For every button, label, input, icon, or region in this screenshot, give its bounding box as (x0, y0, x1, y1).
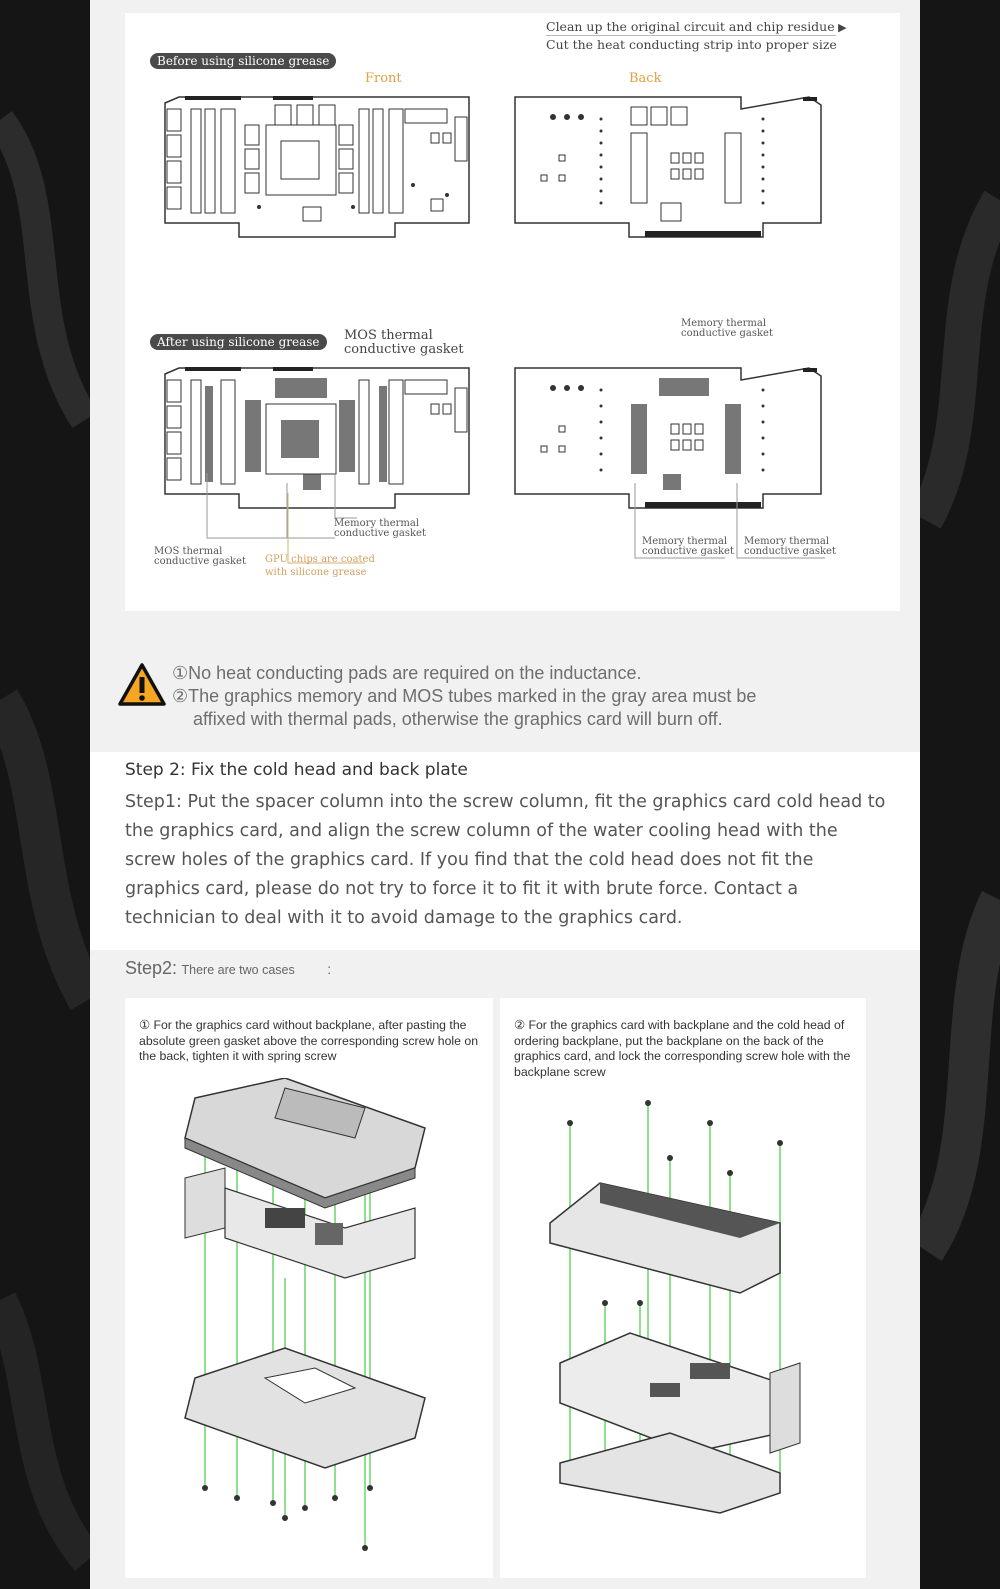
before-grease-label: Before using silicone grease (150, 53, 336, 69)
step-title: Step 2: Fix the cold head and back plate (125, 760, 468, 780)
note-clean-residue: Clean up the original circuit and chip residue ▶ (546, 19, 847, 34)
step-body: Step1: Put the spacer column into the screw column, fit the graphics card cold head to the graphics card, and align the screw column of the water cooling head with the screw holes of the graphics card. If you find that the cold head does not fit the graphics card, please do not try to force it to fit it with brute force. Contact a technician to deal with it to avoid damage to the graphics card. (125, 792, 886, 928)
mos-gasket-top-label: MOS thermal conductive gasket (344, 328, 464, 357)
memory-gasket-front-label: Memory thermal conductive gasket (334, 518, 426, 539)
case-2-illustration (540, 1093, 840, 1573)
leader-lines (125, 13, 900, 611)
step2-heading: Step2: There are two cases : (125, 958, 332, 978)
warning-line-1: ①No heat conducting pads are required on the inductance. (172, 663, 642, 683)
mos-gasket-bottom-label: MOS thermal conductive gasket (154, 546, 246, 567)
case-card-1 (125, 998, 493, 1578)
step-instructions (90, 752, 920, 950)
front-label: Front (365, 71, 402, 86)
case-1-text: ① For the graphics card without backplane, after pasting the absolute green gasket above the corresponding screw hole on the back, tighten it with spring screw (139, 1018, 479, 1063)
gpu-grease-label: GPU chips are coated with silicone grease (265, 554, 375, 578)
content-page (90, 0, 920, 1589)
after-grease-label: After using silicone grease (150, 334, 327, 350)
warning-icon (117, 662, 167, 708)
memory-gasket-back-top-label: Memory thermal conductive gasket (681, 318, 773, 339)
back-label: Back (629, 71, 662, 86)
case-1-illustration (165, 1078, 465, 1568)
warning-line-2: ②The graphics memory and MOS tubes marked in the gray area must be (172, 686, 757, 706)
memory-gasket-back-left-label: Memory thermal conductive gasket (642, 536, 734, 557)
warning-line-3: affixed with thermal pads, otherwise the graphics card will burn off. (193, 709, 723, 729)
pcb-diagram-panel (125, 13, 900, 611)
case-card-2 (500, 998, 866, 1578)
note-cut-strip: Cut the heat conducting strip into proper size (546, 37, 837, 52)
memory-gasket-back-right-label: Memory thermal conductive gasket (744, 536, 836, 557)
case-2-text: ② For the graphics card with backplane and the cold head of ordering backplane, put the backplane on the back of the graphics card, and lock the corresponding screw hole with the backplane screw (514, 1018, 851, 1079)
